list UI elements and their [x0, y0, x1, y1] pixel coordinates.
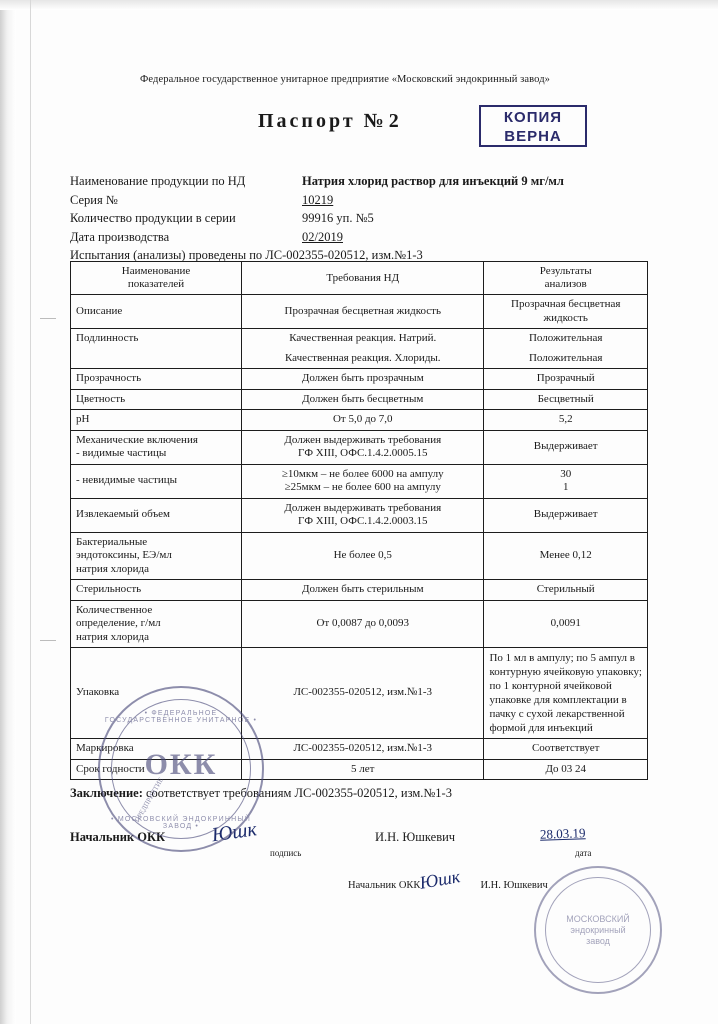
- cell-indicator: [71, 389, 242, 410]
- cell-text-2: 1: [562, 481, 569, 493]
- column-header-result-line2: анализов: [544, 278, 587, 290]
- cell-text: Подлинность: [76, 332, 139, 344]
- cell-indicator: [71, 580, 242, 601]
- handwritten-signature-mark: Юшк: [210, 818, 259, 847]
- factory-stamp-line-1: МОСКОВСКИЙ: [566, 914, 630, 924]
- factory-stamp-line-2: эндокринный: [570, 925, 626, 935]
- field-label: Серия №: [70, 192, 118, 207]
- cell-text: Прозрачный: [536, 372, 595, 384]
- okk-stamp-arc-bottom: • МОСКОВСКИЙ ЭНДОКРИННЫЙ ЗАВОД •: [111, 816, 251, 830]
- cell-result: [484, 532, 648, 580]
- cell-result: [484, 430, 648, 464]
- cell-requirement: [242, 369, 484, 390]
- signature-caption: подпись: [270, 848, 302, 858]
- cell-indicator: [71, 600, 242, 648]
- organization-line: Федеральное государственное унитарное предприятие «Московский эндокринный завод»: [140, 74, 550, 85]
- cell-text: 30: [560, 467, 572, 480]
- signature-name: И.Н. Юшкевич: [375, 830, 456, 844]
- factory-stamp-line-3: завод: [586, 936, 610, 946]
- cell-text-2: ГФ ХIII, ОФС.1.4.2.0003.15: [297, 515, 428, 527]
- cell-text: Упаковка: [76, 686, 120, 699]
- table-row: [71, 410, 648, 431]
- cell-text: Выдерживает: [533, 440, 598, 453]
- title-word: Паспорт: [258, 110, 356, 132]
- secondary-signature-name: И.Н. Юшкевич: [480, 880, 548, 891]
- table-row: [71, 349, 648, 369]
- cell-text-3: натрия хлорида: [76, 630, 149, 643]
- cell-indicator: [71, 410, 242, 431]
- cell-indicator: [71, 430, 242, 464]
- cell-text: Количественное: [76, 603, 153, 616]
- cell-result: [484, 739, 648, 760]
- cell-text: ≥10мкм – не более 6000 на ампулу: [281, 467, 444, 480]
- column-header-result-line1: Результаты: [539, 265, 592, 277]
- page-title: [258, 110, 399, 133]
- cell-text: До 03 24: [545, 762, 586, 775]
- field-series-number: [70, 191, 650, 210]
- cell-text: Извлекаемый объем: [76, 508, 170, 521]
- cell-text: Не более 0,5: [333, 549, 392, 561]
- field-label: Количество продукции в серии: [70, 211, 236, 225]
- header-fields: [70, 172, 650, 265]
- cell-result: [484, 580, 648, 601]
- scan-edge-top: [0, 0, 718, 10]
- conclusion-label: Заключение:: [70, 786, 143, 800]
- copy-stamp-line-1: КОПИЯ: [503, 109, 563, 126]
- table-row: [71, 329, 648, 349]
- cell-text: Качественная реакция. Хлориды.: [284, 351, 441, 364]
- cell-requirement: [242, 329, 484, 349]
- cell-requirement: [242, 759, 484, 780]
- cell-text: pH: [76, 413, 90, 425]
- cell-indicator: [71, 498, 242, 532]
- cell-requirement: [242, 532, 484, 580]
- okk-stamp-arc-top: • ФЕДЕРАЛЬНОЕ ГОСУДАРСТВЕННОЕ УНИТАРНОЕ •: [104, 710, 258, 724]
- cell-result: [484, 295, 648, 329]
- cell-text: Выдерживает: [533, 508, 598, 521]
- cell-requirement: [242, 410, 484, 431]
- signature-date-caption: дата: [575, 848, 592, 858]
- table-row: [71, 295, 648, 329]
- cell-requirement: [242, 389, 484, 410]
- cell-text: Положительная: [528, 332, 603, 344]
- cell-text: По 1 мл в ампулу; по 5 ампул в контурную ячейковую упаковку; по 1 контурной ячейковой упаковке для комплектации в пачку с сухой лекарственной формой для инъекций: [489, 652, 642, 734]
- field-label: Дата производства: [70, 229, 170, 244]
- scan-edge-left: [0, 0, 16, 1024]
- cell-result: [484, 600, 648, 648]
- cell-requirement: [242, 600, 484, 648]
- cell-result: [484, 498, 648, 532]
- handwritten-signature-mark-2: Юшк: [418, 866, 462, 893]
- title-number: № 2: [363, 110, 399, 132]
- table-row: [71, 464, 648, 498]
- cell-indicator: [71, 349, 242, 369]
- okk-stamp-mid-text: ПРЕДПРИЯТИЕ: [133, 776, 166, 824]
- cell-text: Цветность: [76, 392, 126, 405]
- table-row: [71, 369, 648, 390]
- copy-stamp-line-2: ВЕРНА: [504, 128, 562, 145]
- cell-text-3: натрия хлорида: [76, 562, 149, 575]
- table-row: [71, 430, 648, 464]
- column-header-indicator-line2: показателей: [127, 278, 185, 290]
- cell-text-2: ГФ ХIII, ОФС.1.4.2.0005.15: [297, 447, 428, 459]
- table-header-row: [71, 262, 648, 295]
- cell-text: Менее 0,12: [539, 549, 592, 561]
- signature-date: 28.03.19: [539, 825, 586, 842]
- cell-requirement: [242, 295, 484, 329]
- cell-text: Маркировка: [76, 742, 134, 754]
- cell-result: [484, 349, 648, 369]
- cell-result: [484, 759, 648, 780]
- cell-text: Стерильный: [536, 583, 595, 595]
- tests-reference-line: Испытания (анализы) проведены по ЛС-002355-020512, изм.№1-3: [70, 248, 423, 262]
- field-quantity: [70, 209, 650, 228]
- okk-stamp-center-text: ОКК: [144, 748, 218, 781]
- cell-text: Прозрачность: [76, 372, 142, 384]
- cell-text: ЛС-002355-020512, изм.№1-3: [293, 686, 433, 699]
- factory-stamp-text: [536, 914, 660, 947]
- cell-text: Срок годности: [76, 762, 145, 775]
- cell-text-2: ≥25мкм – не более 600 на ампулу: [284, 481, 441, 493]
- cell-text-2: жидкость: [543, 311, 588, 324]
- cell-text: 0,0091: [550, 617, 581, 629]
- cell-result: [484, 410, 648, 431]
- cell-text: Должен выдерживать требования: [284, 501, 442, 514]
- cell-indicator: [71, 369, 242, 390]
- cell-text: Должен быть бесцветным: [302, 392, 424, 405]
- signature-role: Начальник ОКК: [70, 830, 166, 844]
- scan-fold-line: [30, 0, 31, 1024]
- cell-result: [484, 648, 648, 739]
- cell-text: Механические включения: [76, 433, 198, 446]
- cell-text-2: - видимые частицы: [76, 447, 167, 459]
- scan-tick-mark: [40, 318, 56, 319]
- field-value: Натрия хлорид раствор для инъекций 9 мг/мл: [302, 174, 564, 188]
- cell-text-2: определение, г/мл: [76, 617, 161, 629]
- field-product-name: [70, 172, 650, 191]
- secondary-signature-role: Начальник ОКК: [348, 880, 421, 891]
- field-production-date: [70, 228, 650, 247]
- cell-text: Бактериальные: [76, 535, 148, 548]
- cell-requirement: [242, 430, 484, 464]
- cell-indicator: [71, 329, 242, 349]
- field-value: 10219: [302, 192, 334, 207]
- table-row: [71, 532, 648, 580]
- cell-text-2: эндотоксины, ЕЭ/мл: [76, 549, 172, 561]
- cell-text: - невидимые частицы: [76, 474, 177, 487]
- scan-tick-mark: [40, 640, 56, 641]
- cell-text: Должен быть стерильным: [301, 583, 424, 595]
- cell-text: 5 лет: [351, 762, 375, 775]
- okk-round-stamp: [98, 686, 264, 852]
- cell-result: [484, 389, 648, 410]
- cell-indicator: [71, 295, 242, 329]
- cell-text: Прозрачная бесцветная: [511, 298, 621, 310]
- cell-text: Должен выдерживать требования: [284, 433, 442, 446]
- column-header-requirement: Требования НД: [242, 262, 484, 295]
- cell-text: От 5,0 до 7,0: [332, 413, 393, 425]
- cell-requirement: [242, 349, 484, 369]
- factory-round-stamp: [534, 866, 662, 994]
- cell-requirement: [242, 648, 484, 739]
- cell-requirement: [242, 464, 484, 498]
- cell-result: [484, 369, 648, 390]
- cell-text: 5,2: [558, 413, 573, 425]
- cell-requirement: [242, 580, 484, 601]
- cell-requirement: [242, 498, 484, 532]
- cell-text: ЛС-002355-020512, изм.№1-3: [293, 742, 433, 754]
- field-value: 02/2019: [302, 229, 343, 244]
- table-head: [71, 262, 648, 295]
- column-header-indicator-line1: Наименование: [121, 265, 191, 277]
- cell-result: [484, 464, 648, 498]
- cell-result: [484, 329, 648, 349]
- field-label: Наименование продукции по НД: [70, 174, 246, 188]
- cell-text: Должен быть прозрачным: [301, 372, 424, 384]
- copy-verified-stamp: [479, 105, 587, 147]
- column-header-result: [484, 262, 648, 295]
- column-header-indicator: [71, 262, 242, 295]
- table-row: [71, 580, 648, 601]
- cell-text: От 0,0087 до 0,0093: [316, 617, 410, 629]
- cell-indicator: [71, 464, 242, 498]
- cell-text: Стерильность: [76, 583, 142, 595]
- table-row: [71, 389, 648, 410]
- field-value: 99916 уп. №5: [302, 211, 374, 225]
- cell-text: Соответствует: [531, 742, 600, 754]
- cell-text: Прозрачная бесцветная жидкость: [284, 304, 441, 317]
- conclusion-text: соответствует требованиям ЛС-002355-020512, изм.№1-3: [142, 786, 452, 800]
- cell-text: Описание: [76, 304, 123, 317]
- cell-requirement: [242, 739, 484, 760]
- table-row: [71, 600, 648, 648]
- table-row: [71, 498, 648, 532]
- cell-text: Бесцветный: [537, 392, 594, 405]
- cell-text: Положительная: [528, 351, 603, 364]
- cell-indicator: [71, 532, 242, 580]
- cell-text: Качественная реакция. Натрий.: [289, 332, 437, 344]
